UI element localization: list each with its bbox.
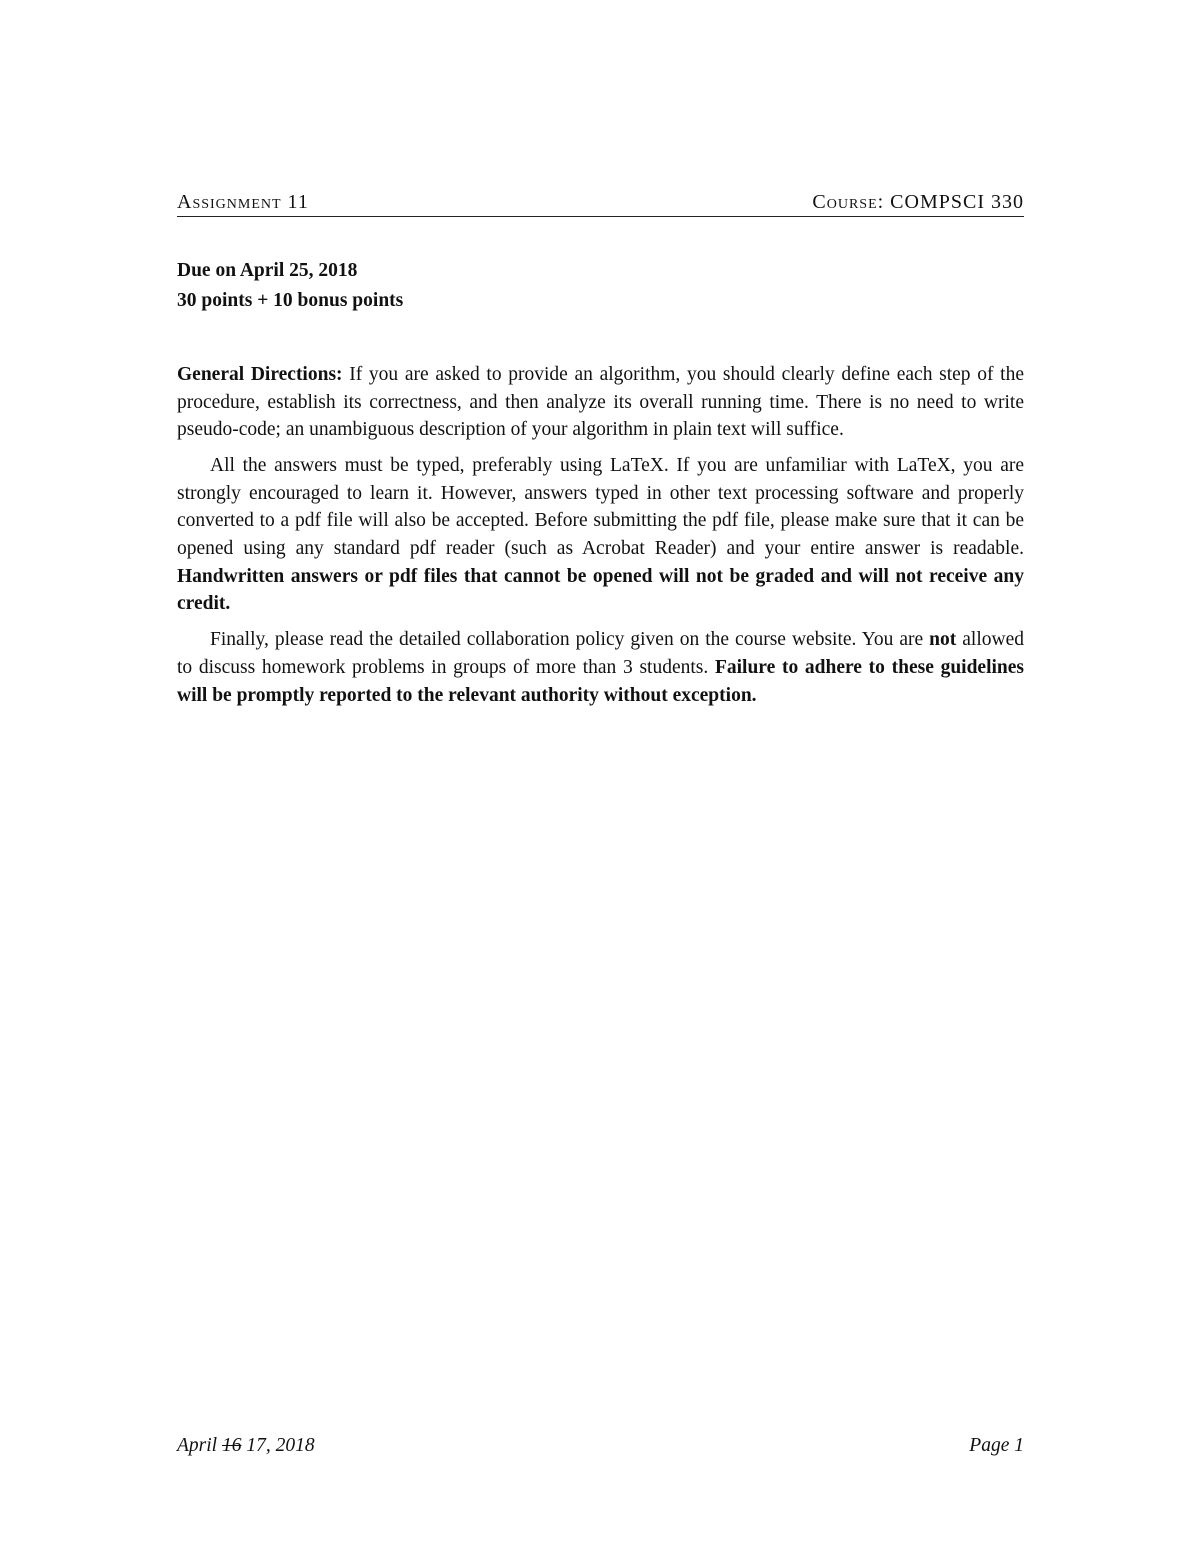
assignment-title: Assignment 11 bbox=[177, 191, 309, 213]
directions-paragraph-2 bbox=[177, 452, 1024, 618]
directions-paragraph-3 bbox=[177, 626, 1024, 709]
footer-date bbox=[177, 1435, 315, 1457]
directions-text-1: If you are asked to provide an algorithm, you should clearly define each step of the procedure, establish its correctness, and then analyze its overall running time. There is no need to write pseudo-code; an unambiguous description of your algorithm in plain text will suffice. bbox=[177, 364, 1024, 441]
due-date: Due on April 25, 2018 bbox=[177, 260, 358, 281]
footer-date-prefix: April bbox=[177, 1435, 222, 1456]
assignment-meta bbox=[177, 256, 403, 316]
directions-label: General Directions: bbox=[177, 364, 343, 385]
not-emphasis: not bbox=[929, 629, 957, 651]
footer-date-struck: 16 bbox=[221, 1435, 242, 1456]
directions-text-3a: Finally, please read the detailed collaboration policy given on the course website. You are bbox=[210, 629, 930, 651]
directions-text-2: All the answers must be typed, preferably using LaTeX. If you are unfamiliar with LaTeX, you are strongly encouraged to learn it. However, answers typed in other text processing software and properly converted to a pdf file will also be accepted. Before submitting the pdf file, please make sure that it can be opened using any standard pdf reader (such as Acrobat Reader) and your entire answer is readable. bbox=[177, 455, 1024, 560]
policy-warning: Failure to adhere to these guidelines will be promptly reported to the relevant authority without exception. bbox=[177, 656, 1025, 706]
handwritten-warning: Handwritten answers or pdf files that cannot be opened will not be graded and will not receive any credit. bbox=[177, 565, 1024, 615]
points-total: 30 points + 10 bonus points bbox=[177, 290, 404, 311]
footer-date-suffix: 17, 2018 bbox=[241, 1435, 315, 1456]
directions-paragraph-1 bbox=[177, 361, 1024, 444]
page-header bbox=[177, 190, 1024, 217]
directions-text-3b: allowed to discuss homework problems in groups of more than 3 students. bbox=[177, 629, 1024, 678]
course-name: Course: COMPSCI 330 bbox=[812, 191, 1024, 213]
page-number: Page 1 bbox=[969, 1435, 1024, 1456]
general-directions bbox=[177, 361, 1024, 709]
